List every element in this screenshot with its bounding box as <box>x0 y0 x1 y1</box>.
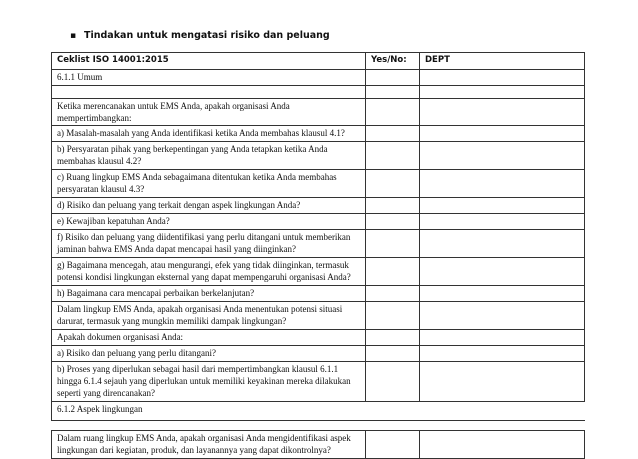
yes-no-cell[interactable] <box>366 362 420 402</box>
header-dept: DEPT <box>420 53 585 70</box>
empty-cell <box>52 421 366 431</box>
table-row <box>52 346 585 362</box>
yes-no-cell[interactable] <box>366 86 420 99</box>
empty-cell <box>52 86 366 99</box>
dept-cell[interactable] <box>420 431 585 459</box>
question-cell: Dalam lingkup EMS Anda, apakah organisasi Anda menentukan potensi situasi darurat, termasuk yang mungkin memiliki dampak lingkungan? <box>52 302 366 330</box>
table-row <box>52 302 585 330</box>
header-checklist: Ceklist ISO 14001:2015 <box>52 53 366 70</box>
table-row <box>52 258 585 286</box>
question-cell: h) Bagaimana cara mencapai perbaikan berkelanjutan? <box>52 286 366 302</box>
dept-cell[interactable] <box>420 330 585 346</box>
dept-cell[interactable] <box>420 70 585 86</box>
empty-cell <box>366 402 420 421</box>
table-row <box>52 230 585 258</box>
yes-no-cell[interactable] <box>366 431 420 459</box>
yes-no-cell[interactable] <box>366 142 420 170</box>
table-row <box>52 362 585 402</box>
question-cell: e) Kewajiban kepatuhan Anda? <box>52 214 366 230</box>
yes-no-cell[interactable] <box>366 126 420 142</box>
dept-cell[interactable] <box>420 258 585 286</box>
yes-no-cell[interactable] <box>366 170 420 198</box>
table-row <box>52 286 585 302</box>
yes-no-cell[interactable] <box>366 70 420 86</box>
question-cell: a) Risiko dan peluang yang perlu ditangani? <box>52 346 366 362</box>
table-gap-row <box>52 421 585 431</box>
checklist-table <box>51 52 585 459</box>
yes-no-cell[interactable] <box>366 286 420 302</box>
dept-cell[interactable] <box>420 142 585 170</box>
dept-cell[interactable] <box>420 198 585 214</box>
dept-cell[interactable] <box>420 302 585 330</box>
table-row <box>52 431 585 459</box>
dept-cell[interactable] <box>420 346 585 362</box>
dept-cell[interactable] <box>420 362 585 402</box>
table-row <box>52 214 585 230</box>
dept-cell[interactable] <box>420 170 585 198</box>
dept-cell[interactable] <box>420 99 585 126</box>
table-row <box>52 198 585 214</box>
yes-no-cell[interactable] <box>366 258 420 286</box>
section-heading <box>70 30 330 41</box>
yes-no-cell[interactable] <box>366 198 420 214</box>
question-cell: Dalam ruang lingkup EMS Anda, apakah organisasi Anda mengidentifikasi aspek lingkungan dari kegiatan, produk, dan layanannya yang dapat dikontrolnya? <box>52 431 366 459</box>
header-yes-no: Yes/No: <box>366 53 420 70</box>
table-row <box>52 86 585 99</box>
yes-no-cell[interactable] <box>366 330 420 346</box>
question-cell: f) Risiko dan peluang yang diidentifikasi yang perlu ditangani untuk memberikan jaminan bahwa EMS Anda dapat mencapai hasil yang diinginkan? <box>52 230 366 258</box>
yes-no-cell[interactable] <box>366 346 420 362</box>
dept-cell[interactable] <box>420 86 585 99</box>
empty-cell <box>420 402 585 421</box>
table-row <box>52 170 585 198</box>
yes-no-cell[interactable] <box>366 302 420 330</box>
question-cell: a) Masalah-masalah yang Anda identifikasi ketika Anda membahas klausul 4.1? <box>52 126 366 142</box>
dept-cell[interactable] <box>420 286 585 302</box>
empty-cell <box>420 421 585 431</box>
dept-cell[interactable] <box>420 230 585 258</box>
table-row <box>52 99 585 126</box>
question-cell: Ketika merencanakan untuk EMS Anda, apakah organisasi Anda mempertimbangkan: <box>52 99 366 126</box>
question-cell: Apakah dokumen organisasi Anda: <box>52 330 366 346</box>
yes-no-cell[interactable] <box>366 230 420 258</box>
question-cell: d) Risiko dan peluang yang terkait dengan aspek lingkungan Anda? <box>52 198 366 214</box>
section-heading-text: Tindakan untuk mengatasi risiko dan peluang <box>84 30 330 41</box>
subsection-label: 6.1.2 Aspek lingkungan <box>52 402 366 421</box>
bullet-icon: ▪ <box>70 30 77 41</box>
table-row <box>52 330 585 346</box>
dept-cell[interactable] <box>420 126 585 142</box>
table-row <box>52 70 585 86</box>
question-cell: b) Proses yang diperlukan sebagai hasil dari mempertimbangkan klausul 6.1.1 hingga 6.1.4 sejauh yang diperlukan untuk memiliki keyakinan mereka dilakukan seperti yang direncanakan? <box>52 362 366 402</box>
empty-cell <box>366 421 420 431</box>
yes-no-cell[interactable] <box>366 214 420 230</box>
table-header-row <box>52 53 585 70</box>
question-cell: b) Persyaratan pihak yang berkepentingan yang Anda tetapkan ketika Anda membahas klausul 4.2? <box>52 142 366 170</box>
dept-cell[interactable] <box>420 214 585 230</box>
table-row <box>52 142 585 170</box>
table-row <box>52 126 585 142</box>
subsection-label: 6.1.1 Umum <box>52 70 366 86</box>
yes-no-cell[interactable] <box>366 99 420 126</box>
question-cell: c) Ruang lingkup EMS Anda sebagaimana ditentukan ketika Anda membahas persyaratan klausul 4.3? <box>52 170 366 198</box>
question-cell: g) Bagaimana mencegah, atau mengurangi, efek yang tidak diinginkan, termasuk potensi kondisi lingkungan eksternal yang dapat mempengaruhi organisasi Anda? <box>52 258 366 286</box>
table-row <box>52 402 585 421</box>
